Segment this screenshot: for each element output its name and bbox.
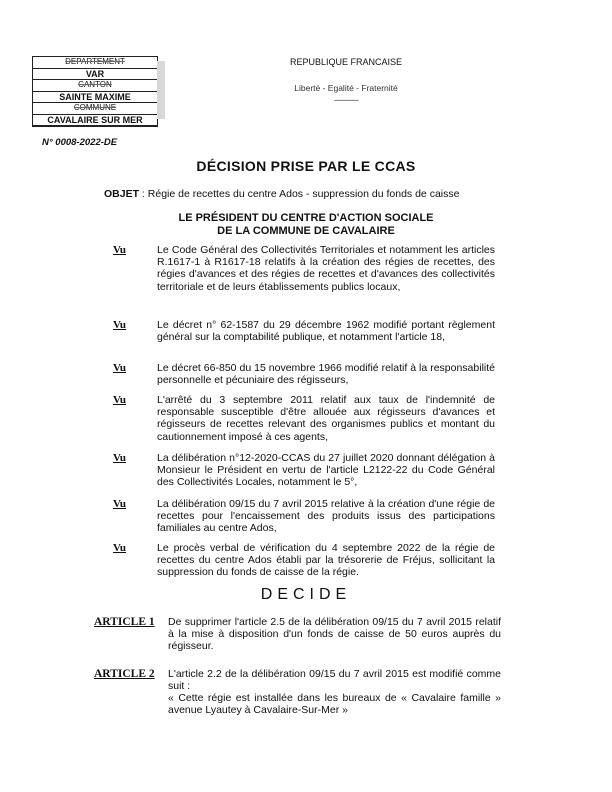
vu-text: La délibération n°12-2020-CCAS du 27 juillet 2020 donnant délégation à Monsieur le Président en vertu de l'article L2122-22 du Code Général des Collectivités Locales, notamment le 5°, [157,452,495,489]
article-2-label: ARTICLE 2 [94,668,155,680]
vu-text: L'arrêté du 3 septembre 2011 relatif aux taux de l'indemnité de responsable susceptible d'être allouée aux régisseurs d'avances et régisseurs de recettes relevant des organismes publics et montant du cautionnement imposé à ces agents, [157,394,495,443]
objet-label: OBJET [104,188,140,200]
box-shadow [157,61,165,119]
republic-separator: ------------ [334,95,358,105]
article-1-label: ARTICLE 1 [94,616,155,628]
article-2-text: L'article 2.2 de la délibération 09/15 du 7 avril 2015 est modifié comme suit : [168,668,501,693]
objet-text: : Régie de recettes du centre Ados - suppression du fonds de caisse [139,188,460,200]
article-2-quote: « Cette régie est installée dans les bureaux de « Cavalaire famille » avenue Lyautey à Cavalaire-Sur-Mer » [168,692,501,717]
vu-text: Le procès verbal de vérification du 4 septembre 2022 de la régie de recettes du centre Ados établi par la trésorerie de Fréjus, sollicitant la suppression du fonds de caisse de la régie. [157,542,495,579]
objet-line [104,188,459,200]
republic-header [280,56,412,106]
vu-label: Vu [113,498,127,510]
decide-heading: DECIDE [260,586,352,603]
vu-label: Vu [113,452,127,464]
canton-value: SAINTE MAXIME [33,92,157,104]
canton-heading: CANTON [33,80,157,92]
decision-reference: N° 0008-2022-DE [42,137,118,148]
president-line-1: LE PRÉSIDENT DU CENTRE D'ACTION SOCIALE [178,212,434,224]
vu-label: Vu [113,542,127,554]
vu-text: La délibération 09/15 du 7 avril 2015 relative à la création d'une régie de recettes pour l'encaissement des produits issus des participations familiales au centre Ados, [157,498,495,535]
department-box [32,56,158,127]
vu-label: Vu [113,244,127,256]
vu-text: Le décret n° 62-1587 du 29 décembre 1962 modifié portant règlement général sur la comptabilité publique, et notamment l'article 18, [157,319,495,344]
vu-text: Le décret 66-850 du 15 novembre 1966 modifié relatif à la responsabilité personnelle et pécuniaire des régisseurs, [157,362,495,387]
page-title: DÉCISION PRISE PAR LE CCAS [196,158,416,174]
article-1-text: De supprimer l'article 2.5 de la délibération 09/15 du 7 avril 2015 relatif à la mise à disposition d'un fonds de caisse de 50 euros auprès du régisseur. [168,616,501,653]
department-value: VAR [33,69,157,81]
department-heading: DEPARTEMENT [33,57,157,69]
vu-label: Vu [113,319,127,331]
vu-label: Vu [113,362,127,374]
vu-text: Le Code Général des Collectivités Territoriales et notamment les articles R.1617-1 à R1617-18 relatifs à la création des régies de recettes, des régies d'avances et des régies de recettes et d'avances des collectivités territoriale et de leurs établissements publics locaux, [157,244,495,293]
commune-value: CAVALAIRE SUR MER [33,115,157,127]
vu-label: Vu [113,394,127,406]
president-line-2: DE LA COMMUNE DE CAVALAIRE [217,225,395,237]
republic-motto: Liberté - Egalité - Fraternité [294,83,398,93]
republic-name: REPUBLIQUE FRANCAISE [289,57,403,67]
commune-heading: COMMUNE [33,103,157,115]
president-heading [0,212,612,238]
